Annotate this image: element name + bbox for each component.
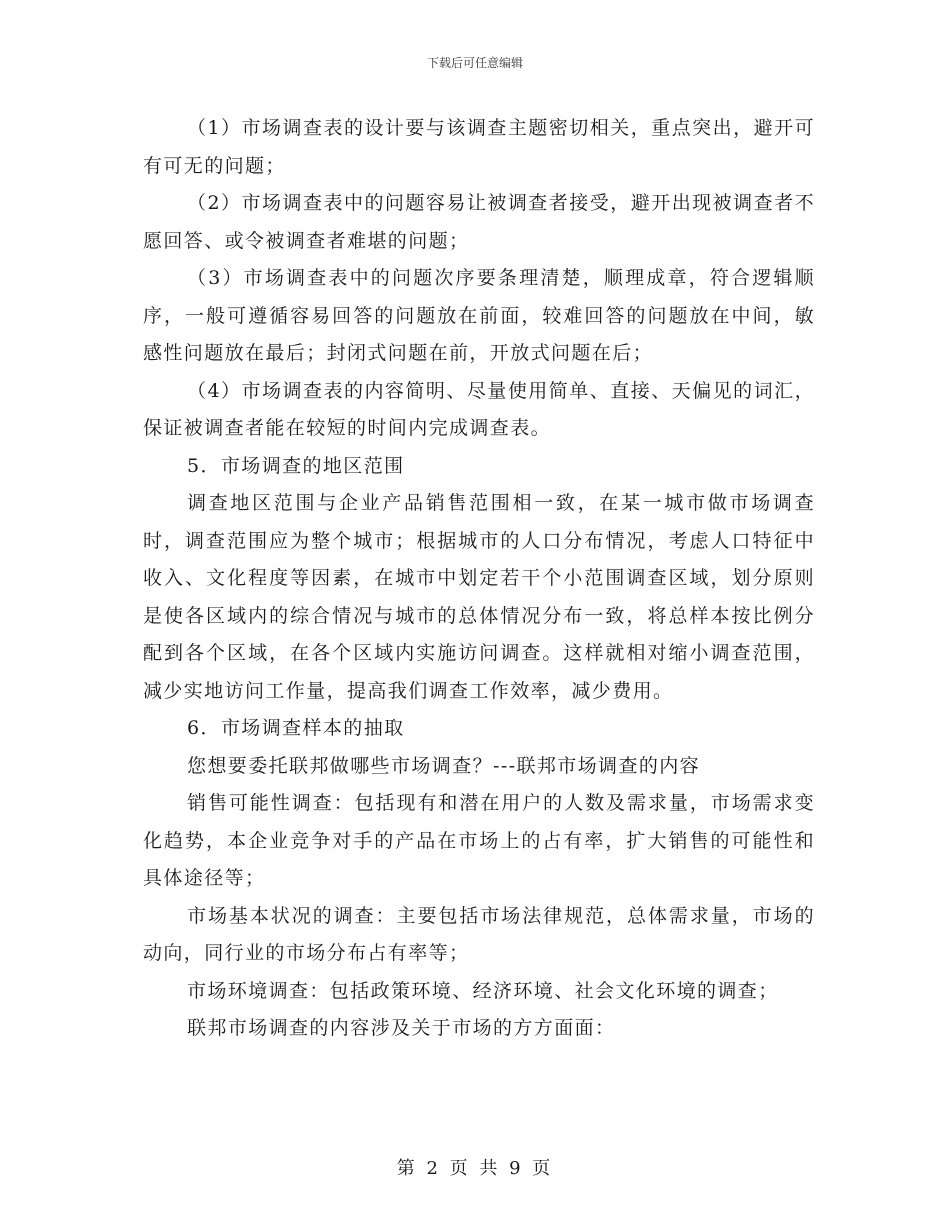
section-heading-6: 6．市场调查样本的抽取 [187,717,405,739]
document-body [143,110,815,1048]
paragraph-item-4: （4）市场调查表的内容简明、尽量使用简单、直接、天偏见的词汇，保证被调查者能在较短的时间内完成调查表。 [143,379,815,439]
paragraph-market-environment: 市场环境调查：包括政策环境、经济环境、社会文化环境的调查； [187,979,779,1002]
page-number: 第 2 页 共 9 页 [396,1158,554,1179]
page-header: 下载后可任意编辑 [426,56,523,70]
section-heading-5: 5．市场调查的地区范围 [187,454,405,477]
paragraph-content-scope: 联邦市场调查的内容涉及关于市场的方方面面： [187,1017,616,1039]
paragraph-sales-possibility: 销售可能性调查：包括现有和潜在用户的人数及需求量，市场需求变化趋势，本企业竞争对手的产品在市场上的占有率，扩大销售的可能性和具体途径等； [143,792,815,889]
paragraph-item-1: （1）市场调查表的设计要与该调查主题密切相关，重点突出，避开可有可无的问题； [143,117,815,177]
paragraph-market-basic: 市场基本状况的调查：主要包括市场法律规范，总体需求量，市场的动向，同行业的市场分布占有率等； [143,904,815,964]
paragraph-question: 您想要委托联邦做哪些市场调查？---联邦市场调查的内容 [187,754,701,777]
paragraph-item-3: （3）市场调查表中的问题次序要条理清楚，顺理成章，符合逻辑顺序，一般可遵循容易回答的问题放在前面，较难回答的问题放在中间，敏感性问题放在最后；封闭式问题在前，开放式问题在后； [143,267,815,364]
paragraph-item-2: （2）市场调查表中的问题容易让被调查者接受，避开出现被调查者不愿回答、或令被调查者难堪的问题； [143,192,815,252]
paragraph-survey-area: 调查地区范围与企业产品销售范围相一致，在某一城市做市场调查时，调查范围应为整个城市；根据城市的人口分布情况，考虑人口特征中收入、文化程度等因素，在城市中划定若干个小范围调查区域，划分原则是使各区域内的综合情况与城市的总体情况分布一致，将总样本按比例分配到各个区域，在各个区域内实施访问调查。这样就相对缩小调查范围，减少实地访问工作量，提高我们调查工作效率，减少费用。 [143,492,815,702]
